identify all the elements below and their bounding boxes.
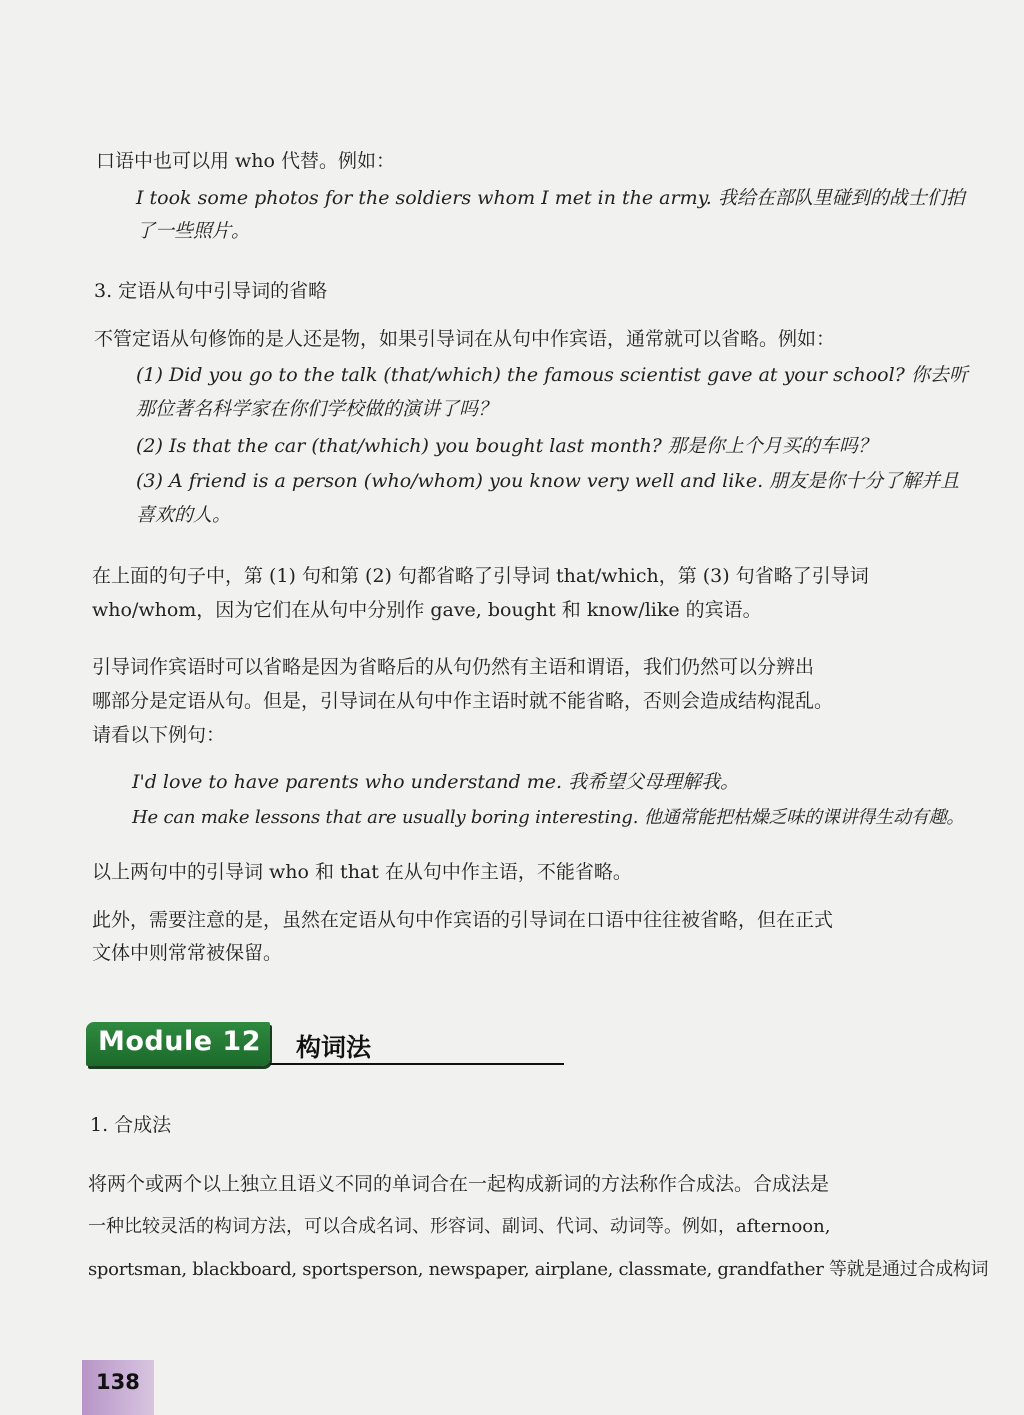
intro-example-line-2: 了一些照片。	[136, 220, 251, 242]
page-number-tab	[82, 1360, 154, 1415]
section-1-paragraph-line: 将两个或两个以上独立且语义不同的单词合在一起构成新词的方法称作合成法。合成法是	[88, 1173, 830, 1195]
section-3-heading: 3. 定语从句中引导词的省略	[94, 280, 328, 302]
note-line: 以上两句中的引导词 who 和 that 在从句中作主语，不能省略。	[92, 861, 632, 883]
module-header	[86, 1022, 566, 1068]
section-1-paragraph-line: sportsman, blackboard, sportsperson, newspaper, airplane, classmate, grandfather 等就是通过合成构词	[88, 1259, 989, 1280]
module-badge	[86, 1022, 270, 1066]
extra-line: 文体中则常常被保留。	[92, 942, 283, 964]
omission-example-line: 喜欢的人。	[136, 504, 232, 526]
intro-line: 口语中也可以用 who 代替。例如：	[96, 150, 396, 172]
intro-example-line-1: I took some photos for the soldiers whom I met in the army. 我给在部队里碰到的战士们拍	[136, 187, 965, 209]
module-badge-label: Module 12	[98, 1026, 262, 1057]
omission-example-line: 那位著名科学家在你们学校做的演讲了吗？	[136, 398, 498, 420]
subject-paragraph-line: 哪部分是定语从句。但是，引导词在从句中作主语时就不能省略，否则会造成结构混乱。	[92, 690, 834, 712]
subject-paragraph-line: 引导词作宾语时可以省略是因为省略后的从句仍然有主语和谓语，我们仍然可以分辨出	[92, 656, 815, 678]
module-title-underline	[270, 1063, 564, 1065]
extra-line: 此外，需要注意的是，虽然在定语从句中作宾语的引导词在口语中往往被省略，但在正式	[92, 909, 834, 931]
module-title: 构词法	[296, 1033, 372, 1062]
omission-example-line: (1) Did you go to the talk (that/which) the famous scientist gave at your school? 你去听	[136, 364, 968, 386]
subject-example-line: I'd love to have parents who understand me. 我希望父母理解我。	[132, 771, 740, 793]
subject-example-line: He can make lessons that are usually boring interesting. 他通常能把枯燥乏味的课讲得生动有趣。	[132, 807, 965, 828]
explanation-line: who/whom，因为它们在从句中分别作 gave, bought 和 know/like 的宾语。	[92, 599, 762, 621]
subject-paragraph-line: 请看以下例句：	[92, 724, 226, 746]
section-1-paragraph-line: 一种比较灵活的构词方法，可以合成名词、形容词、副词、代词、动词等。例如，afternoon,	[88, 1216, 831, 1237]
section-3-intro: 不管定语从句修饰的是人还是物，如果引导词在从句中作宾语，通常就可以省略。例如：	[94, 328, 836, 350]
explanation-line: 在上面的句子中，第 (1) 句和第 (2) 句都省略了引导词 that/which，第 (3) 句省略了引导词	[92, 565, 869, 587]
section-1-heading: 1. 合成法	[90, 1114, 172, 1136]
page-number: 138	[96, 1370, 140, 1394]
omission-example-line: (2) Is that the car (that/which) you bought last month? 那是你上个月买的车吗？	[136, 435, 877, 457]
omission-example-line: (3) A friend is a person (who/whom) you know very well and like. 朋友是你十分了解并且	[136, 470, 960, 492]
